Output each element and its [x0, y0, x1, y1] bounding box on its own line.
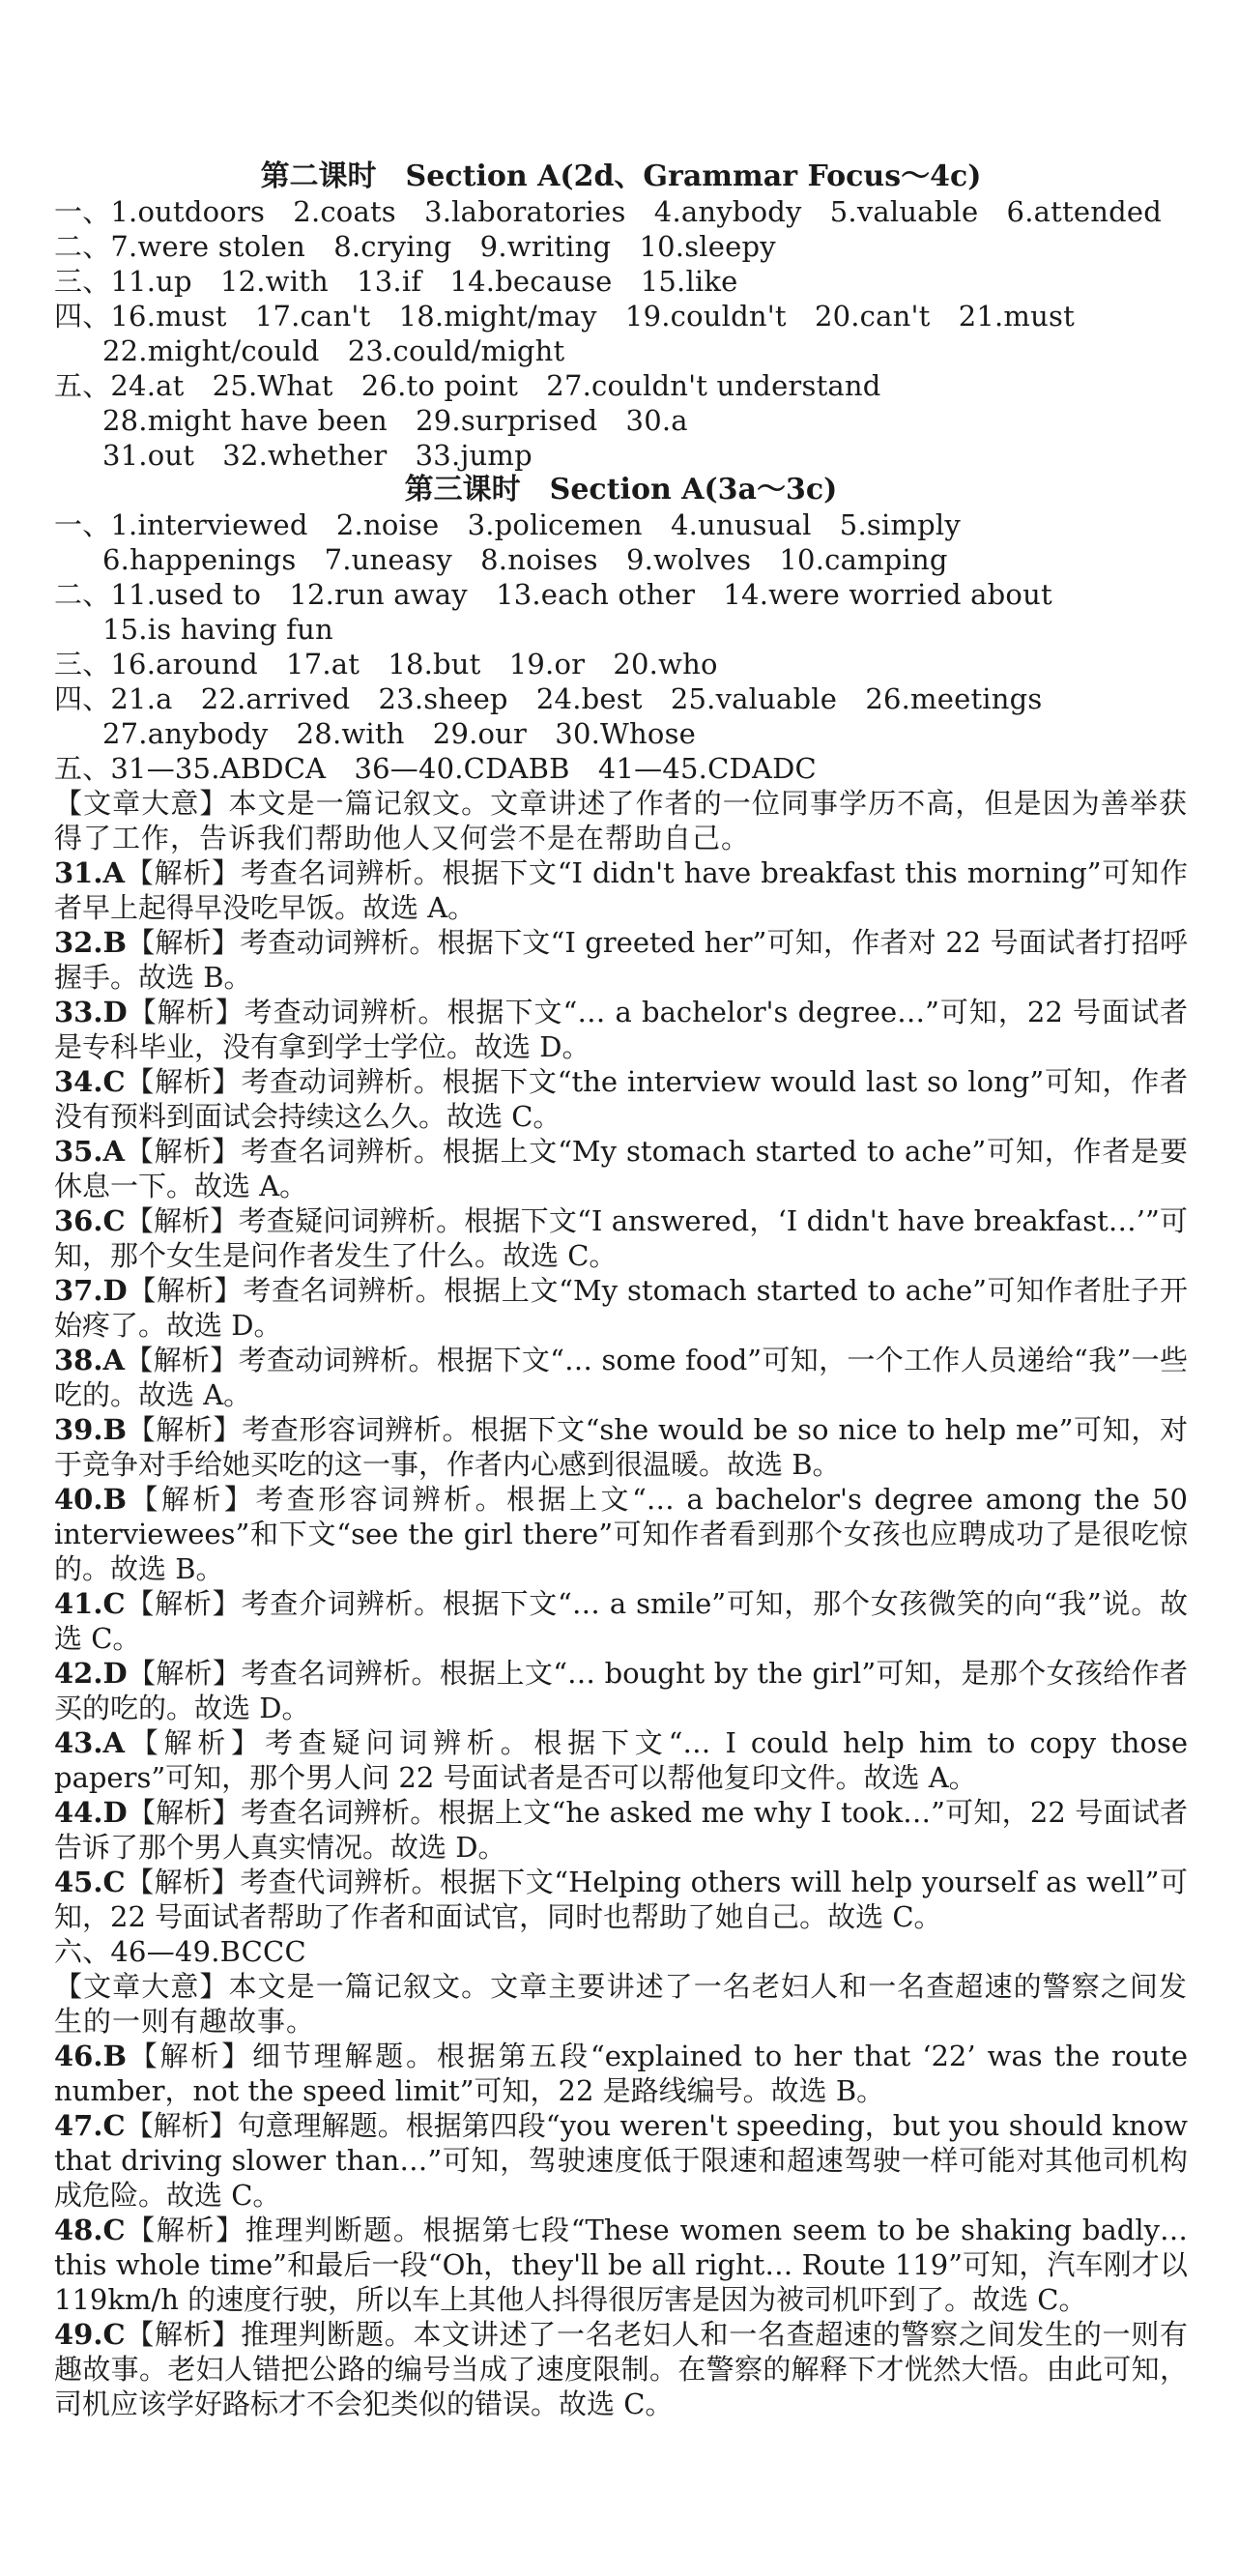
question-number: 34.C: [54, 1065, 126, 1098]
explanation-item: [54, 2039, 1188, 2108]
explanation-text: 【解析】考查名词辨析。根据上文“My stomach started to ache”可知，作者是要休息一下。故选 A。: [54, 1135, 1188, 1202]
explanation-text: 【解析】考查疑问词辨析。根据下文“I answered，‘I didn't have breakfast…’”可知，那个女生是问作者发生了什么。故选 C。: [54, 1204, 1188, 1272]
explanation-text: 【解析】考查动词辨析。根据下文“… some food”可知，一个工作人员递给“我”一些吃的。故选 A。: [54, 1344, 1188, 1411]
section-title: 第三课时 Section A(3a～3c): [404, 473, 838, 507]
question-number: 35.A: [54, 1135, 125, 1168]
explanation-text: 【解析】考查名词辨析。根据下文“I didn't have breakfast this morning”可知作者早上起得早没吃早饭。故选 A。: [54, 856, 1188, 924]
answer-line: 二、7.were stolen 8.crying 9.writing 10.sleepy: [54, 230, 776, 263]
explanation-item: [54, 1273, 1188, 1343]
explanation-item: [54, 1725, 1188, 1795]
question-number: 31.A: [54, 856, 125, 889]
explanation-text: 【解析】推理判断题。根据第七段“These women seem to be shaking badly… this whole time”和最后一段“Oh，they'll be all right… Route 119”可知，汽车刚才以 119km/h 的速度行驶，所以车上其他人抖得很厉害是因为被司机吓到了。故选 C。: [54, 2214, 1188, 2316]
explanation-text: 【解析】考查形容词辨析。根据下文“she would be so nice to help me”可知，对于竞争对手给她买吃的这一事，作者内心感到很温暖。故选 B。: [54, 1413, 1188, 1481]
answer-line: 三、11.up 12.with 13.if 14.because 15.like: [54, 265, 738, 298]
answer-line: 二、11.used to 12.run away 13.each other 14.were worried about: [54, 578, 1052, 611]
question-number: 41.C: [54, 1587, 126, 1620]
answer-line: 6.happenings 7.uneasy 8.noises 9.wolves 10.camping: [102, 543, 948, 576]
explanation-item: [54, 2213, 1188, 2317]
explanation-item: [54, 1586, 1188, 1656]
answer-line: 五、31—35.ABDCA 36—40.CDABB 41—45.CDADC: [54, 752, 817, 785]
question-number: 37.D: [54, 1274, 128, 1307]
explanation-text: 【解析】考查代词辨析。根据下文“Helping others will help yourself as well”可知，22 号面试者帮助了作者和面试官，同时也帮助了她自己。故选 C。: [54, 1866, 1188, 1933]
section-lesson-3: [54, 473, 1188, 786]
explanation-text: 【解析】句意理解题。根据第四段“you weren't speeding，but you should know that driving slower than…”可知，驾驶速度低于限速和超速驾驶一样可能对其他司机构成危险。故选 C。: [54, 2109, 1188, 2212]
answer-line: 四、16.must 17.can't 18.might/may 19.couldn't 20.can't 21.must: [54, 300, 1075, 333]
question-number: 45.C: [54, 1866, 126, 1898]
explanation-item: [54, 2108, 1188, 2213]
passage-1-explanations: [54, 786, 1188, 1934]
explanation-item: [54, 1064, 1188, 1134]
explanation-text: 【解析】细节理解题。根据第五段“explained to her that ‘22’ was the route number，not the speed limit”可知，22 是路线编号。故选 B。: [54, 2040, 1188, 2107]
answer-line: 27.anybody 28.with 29.our 30.Whose: [102, 717, 697, 750]
question-number: 48.C: [54, 2214, 126, 2246]
explanation-text: 【解析】考查名词辨析。根据上文“he asked me why I took…”可知，22 号面试者告诉了那个男人真实情况。故选 D。: [54, 1796, 1188, 1864]
question-number: 49.C: [54, 2318, 126, 2351]
explanation-item: [54, 1482, 1188, 1586]
answer-line: 15.is having fun: [102, 613, 333, 646]
question-number: 46.B: [54, 2040, 127, 2072]
answer-line: 五、24.at 25.What 26.to point 27.couldn't understand: [54, 369, 881, 402]
passage-2-explanations: [54, 1934, 1188, 2421]
answer-line: 三、16.around 17.at 18.but 19.or 20.who: [54, 648, 718, 680]
question-number: 38.A: [54, 1344, 125, 1376]
explanation-text: 【解析】考查疑问词辨析。根据下文“… I could help him to copy those papers”可知，那个男人问 22 号面试者是否可以帮他复印文件。故选 A。: [54, 1726, 1188, 1794]
explanation-item: [54, 1412, 1188, 1482]
passage-summary: 【文章大意】本文是一篇记叙文。文章讲述了作者的一位同事学历不高，但是因为善举获得了工作，告诉我们帮助他人又何尝不是在帮助自己。: [54, 787, 1188, 854]
question-number: 42.D: [54, 1657, 128, 1690]
explanation-text: 【解析】考查介词辨析。根据下文“… a smile”可知，那个女孩微笑的向“我”说。故选 C。: [54, 1587, 1188, 1655]
question-number: 40.B: [54, 1483, 127, 1516]
answer-line: 28.might have been 29.surprised 30.a: [102, 404, 688, 437]
explanation-item: [54, 925, 1188, 995]
question-number: 32.B: [54, 926, 127, 959]
question-number: 44.D: [54, 1796, 128, 1829]
explanation-text: 【解析】考查名词辨析。根据上文“My stomach started to ache”可知作者肚子开始疼了。故选 D。: [54, 1274, 1188, 1342]
explanation-item: [54, 1865, 1188, 1934]
answer-line: 一、1.interviewed 2.noise 3.policemen 4.unusual 5.simply: [54, 508, 961, 541]
passage-summary: 【文章大意】本文是一篇记叙文。文章主要讲述了一名老妇人和一名查超速的警察之间发生的一则有趣故事。: [54, 1970, 1188, 2038]
explanation-item: [54, 1343, 1188, 1412]
question-number: 39.B: [54, 1413, 127, 1446]
explanation-text: 【解析】考查动词辨析。根据下文“… a bachelor's degree…”可知，22 号面试者是专科毕业，没有拿到学士学位。故选 D。: [54, 996, 1188, 1063]
section-lesson-2: [54, 159, 1188, 473]
answer-line: 31.out 32.whether 33.jump: [102, 439, 533, 472]
explanation-item: [54, 1134, 1188, 1203]
question-number: 47.C: [54, 2109, 126, 2142]
explanation-item: [54, 2317, 1188, 2421]
explanation-item: [54, 855, 1188, 925]
explanation-item: [54, 1795, 1188, 1865]
question-number: 36.C: [54, 1204, 126, 1237]
explanation-text: 【解析】考查名词辨析。根据上文“… bought by the girl”可知，是那个女孩给作者买的吃的。故选 D。: [54, 1657, 1188, 1724]
answer-line: 四、21.a 22.arrived 23.sheep 24.best 25.valuable 26.meetings: [54, 682, 1043, 715]
explanation-text: 【解析】考查形容词辨析。根据上文“… a bachelor's degree among the 50 interviewees”和下文“see the girl there”可知作者看到那个女孩也应聘成功了是很吃惊的。故选 B。: [54, 1483, 1188, 1585]
explanation-item: [54, 1656, 1188, 1725]
explanation-item: [54, 1203, 1188, 1273]
section-title: 第二课时 Section A(2d、Grammar Focus～4c): [260, 159, 982, 193]
explanation-text: 【解析】考查动词辨析。根据下文“the interview would last so long”可知，作者没有预料到面试会持续这么久。故选 C。: [54, 1065, 1188, 1133]
question-number: 43.A: [54, 1726, 125, 1759]
explanation-text: 【解析】推理判断题。本文讲述了一名老妇人和一名查超速的警察之间发生的一则有趣故事。老妇人错把公路的编号当成了速度限制。在警察的解释下才恍然大悟。由此可知，司机应该学好路标才不会犯类似的错误。故选 C。: [54, 2318, 1188, 2420]
answer-line: 六、46—49.BCCC: [54, 1935, 306, 1968]
explanation-text: 【解析】考查动词辨析。根据下文“I greeted her”可知，作者对 22 号面试者打招呼握手。故选 B。: [54, 926, 1188, 994]
answer-line: 一、1.outdoors 2.coats 3.laboratories 4.anybody 5.valuable 6.attended: [54, 195, 1162, 228]
question-number: 33.D: [54, 996, 128, 1028]
explanation-item: [54, 995, 1188, 1064]
answer-line: 22.might/could 23.could/might: [102, 334, 565, 367]
